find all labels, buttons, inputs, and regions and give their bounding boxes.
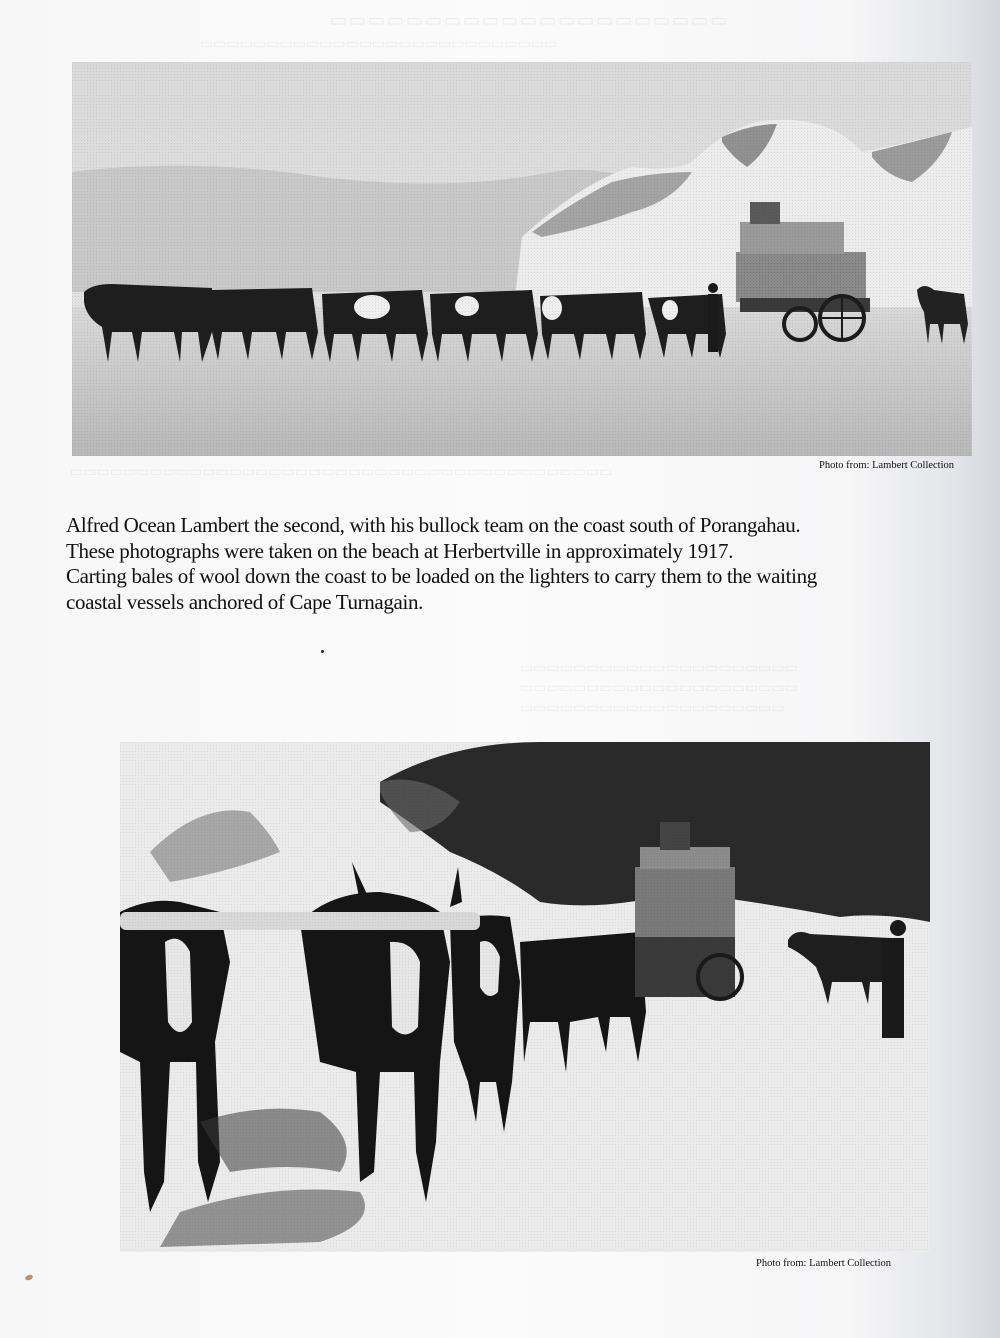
photo-2-image [120, 742, 930, 1252]
caption-line: These photographs were taken on the beach at Herbertville in approximately 1917. [66, 538, 734, 563]
photo-2-credit: Photo from: Lambert Collection [756, 1258, 892, 1269]
photo-bullock-team-beach [72, 62, 972, 456]
photo-bullocks-front-view [120, 742, 930, 1252]
caption-line: Carting bales of wool down the coast to be loaded on the lighters to carry them to the waiting [66, 564, 817, 588]
bleed-through-text: ▭▭▭▭▭▭▭▭▭▭▭▭▭▭▭▭▭▭▭▭▭ [520, 661, 798, 676]
photo-1-image [72, 62, 972, 456]
photo-caption [66, 513, 966, 615]
bleed-through-text: ▭▭▭▭▭▭▭▭▭▭▭▭▭▭▭▭▭▭▭▭▭ [330, 10, 730, 30]
caption-line: Alfred Ocean Lambert the second, with his bullock team on the coast south of Porangahau. [66, 513, 801, 537]
bleed-through-text: ▭▭▭▭▭▭▭▭▭▭▭▭▭▭▭▭▭▭▭▭▭▭▭▭▭▭▭▭▭▭▭▭▭▭▭▭▭▭▭▭▭ [70, 465, 613, 480]
stray-dot [321, 650, 324, 653]
bleed-through-text: ▭▭▭▭▭▭▭▭▭▭▭▭▭▭▭▭▭▭▭▭ [520, 701, 785, 716]
photo-1-credit: Photo from: Lambert Collection [819, 460, 955, 471]
caption-line: coastal vessels anchored of Cape Turnagain. [66, 589, 424, 614]
bleed-through-text: ▭▭▭▭▭▭▭▭▭▭▭▭▭▭▭▭▭▭▭▭▭ [520, 681, 798, 696]
bleed-through-text: ▭▭▭▭▭▭▭▭▭▭▭▭▭▭▭▭▭▭▭▭▭▭▭▭▭▭▭ [200, 37, 558, 52]
paper-stain [24, 1274, 33, 1281]
